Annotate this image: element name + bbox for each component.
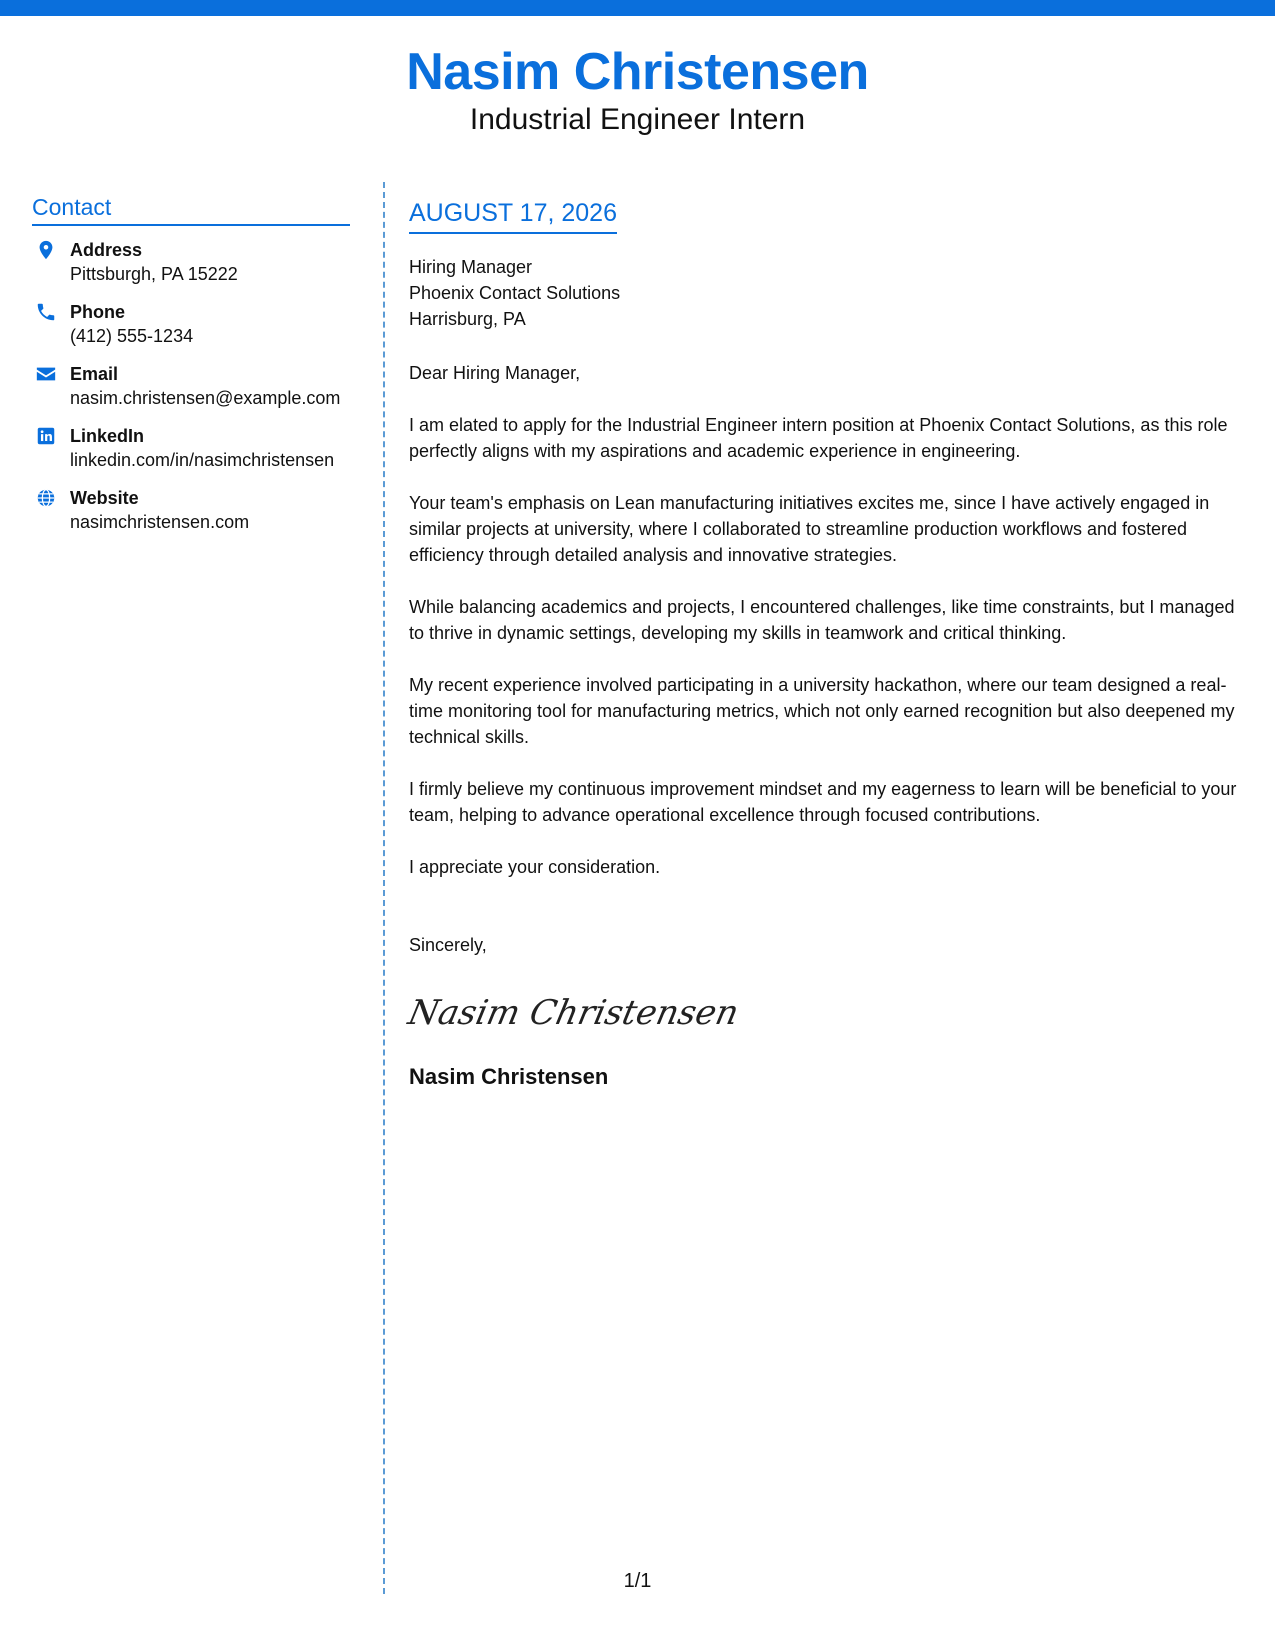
candidate-name: Nasim Christensen <box>406 43 869 101</box>
contact-item-linkedin <box>32 424 350 472</box>
paragraph: I appreciate your consideration. <box>409 857 661 877</box>
paragraph: I firmly believe my continuous improvement mindset and my eagerness to learn will be beneficial to your team, helping to advance operational excellence through focused contributions. <box>409 779 1237 825</box>
column-divider <box>383 182 385 1594</box>
top-accent-bar <box>0 0 1275 16</box>
signature-image <box>404 988 743 1038</box>
salutation: Dear Hiring Manager, <box>409 363 581 383</box>
closing: Sincerely, <box>409 935 487 955</box>
signer-name: Nasim Christensen <box>409 1064 609 1089</box>
letter-body <box>404 196 1249 1092</box>
contact-label: Email <box>70 364 119 384</box>
contact-item-phone <box>32 300 350 348</box>
signature-text: Nasim Christensen <box>404 993 743 1033</box>
location-pin-icon <box>35 239 57 261</box>
contact-item-website <box>32 486 350 534</box>
paragraph: Your team's emphasis on Lean manufacturing initiatives excites me, since I have actively engaged in similar projects at university, where I collaborated to streamline production workflows and fostered efficiency through detailed analysis and innovative strategies. <box>409 493 1210 565</box>
recipient-line: Phoenix Contact Solutions <box>409 283 621 303</box>
recipient-block <box>409 254 1249 332</box>
website-value[interactable]: nasimchristensen.com <box>70 512 250 532</box>
email-value[interactable]: nasim.christensen@example.com <box>70 388 341 408</box>
contact-sidebar <box>32 192 350 548</box>
paragraph: My recent experience involved participating in a university hackathon, where our team designed a real-time monitoring tool for manufacturing metrics, which not only earned recognition but also deepened my technical skills. <box>409 675 1235 747</box>
contact-item-address <box>32 238 350 286</box>
contact-item-email <box>32 362 350 410</box>
linkedin-icon <box>35 425 57 447</box>
address-value: Pittsburgh, PA 15222 <box>70 264 238 284</box>
paragraph: While balancing academics and projects, I encountered challenges, like time constraints, but I managed to thrive in dynamic settings, developing my skills in teamwork and critical thinking. <box>409 597 1235 643</box>
page-header <box>0 40 1275 138</box>
contact-list <box>32 238 350 534</box>
paragraph: I am elated to apply for the Industrial Engineer intern position at Phoenix Contact Solutions, as this role perfectly aligns with my aspirations and academic experience in engineering. <box>409 415 1228 461</box>
recipient-line: Hiring Manager <box>409 257 533 277</box>
phone-icon <box>35 301 57 323</box>
contact-label: Website <box>70 488 139 508</box>
job-title: Industrial Engineer Intern <box>469 103 806 136</box>
contact-label: LinkedIn <box>70 426 145 446</box>
recipient-line: Harrisburg, PA <box>409 309 526 329</box>
letter-date: AUGUST 17, 2026 <box>409 196 617 234</box>
contact-label: Phone <box>70 302 126 322</box>
linkedin-value[interactable]: linkedin.com/in/nasimchristensen <box>70 450 335 470</box>
email-icon <box>35 363 57 385</box>
contact-label: Address <box>70 240 143 260</box>
phone-value: (412) 555-1234 <box>70 326 194 346</box>
globe-icon <box>35 487 57 509</box>
contact-heading: Contact <box>32 192 350 226</box>
page-number: 1/1 <box>623 1570 652 1592</box>
